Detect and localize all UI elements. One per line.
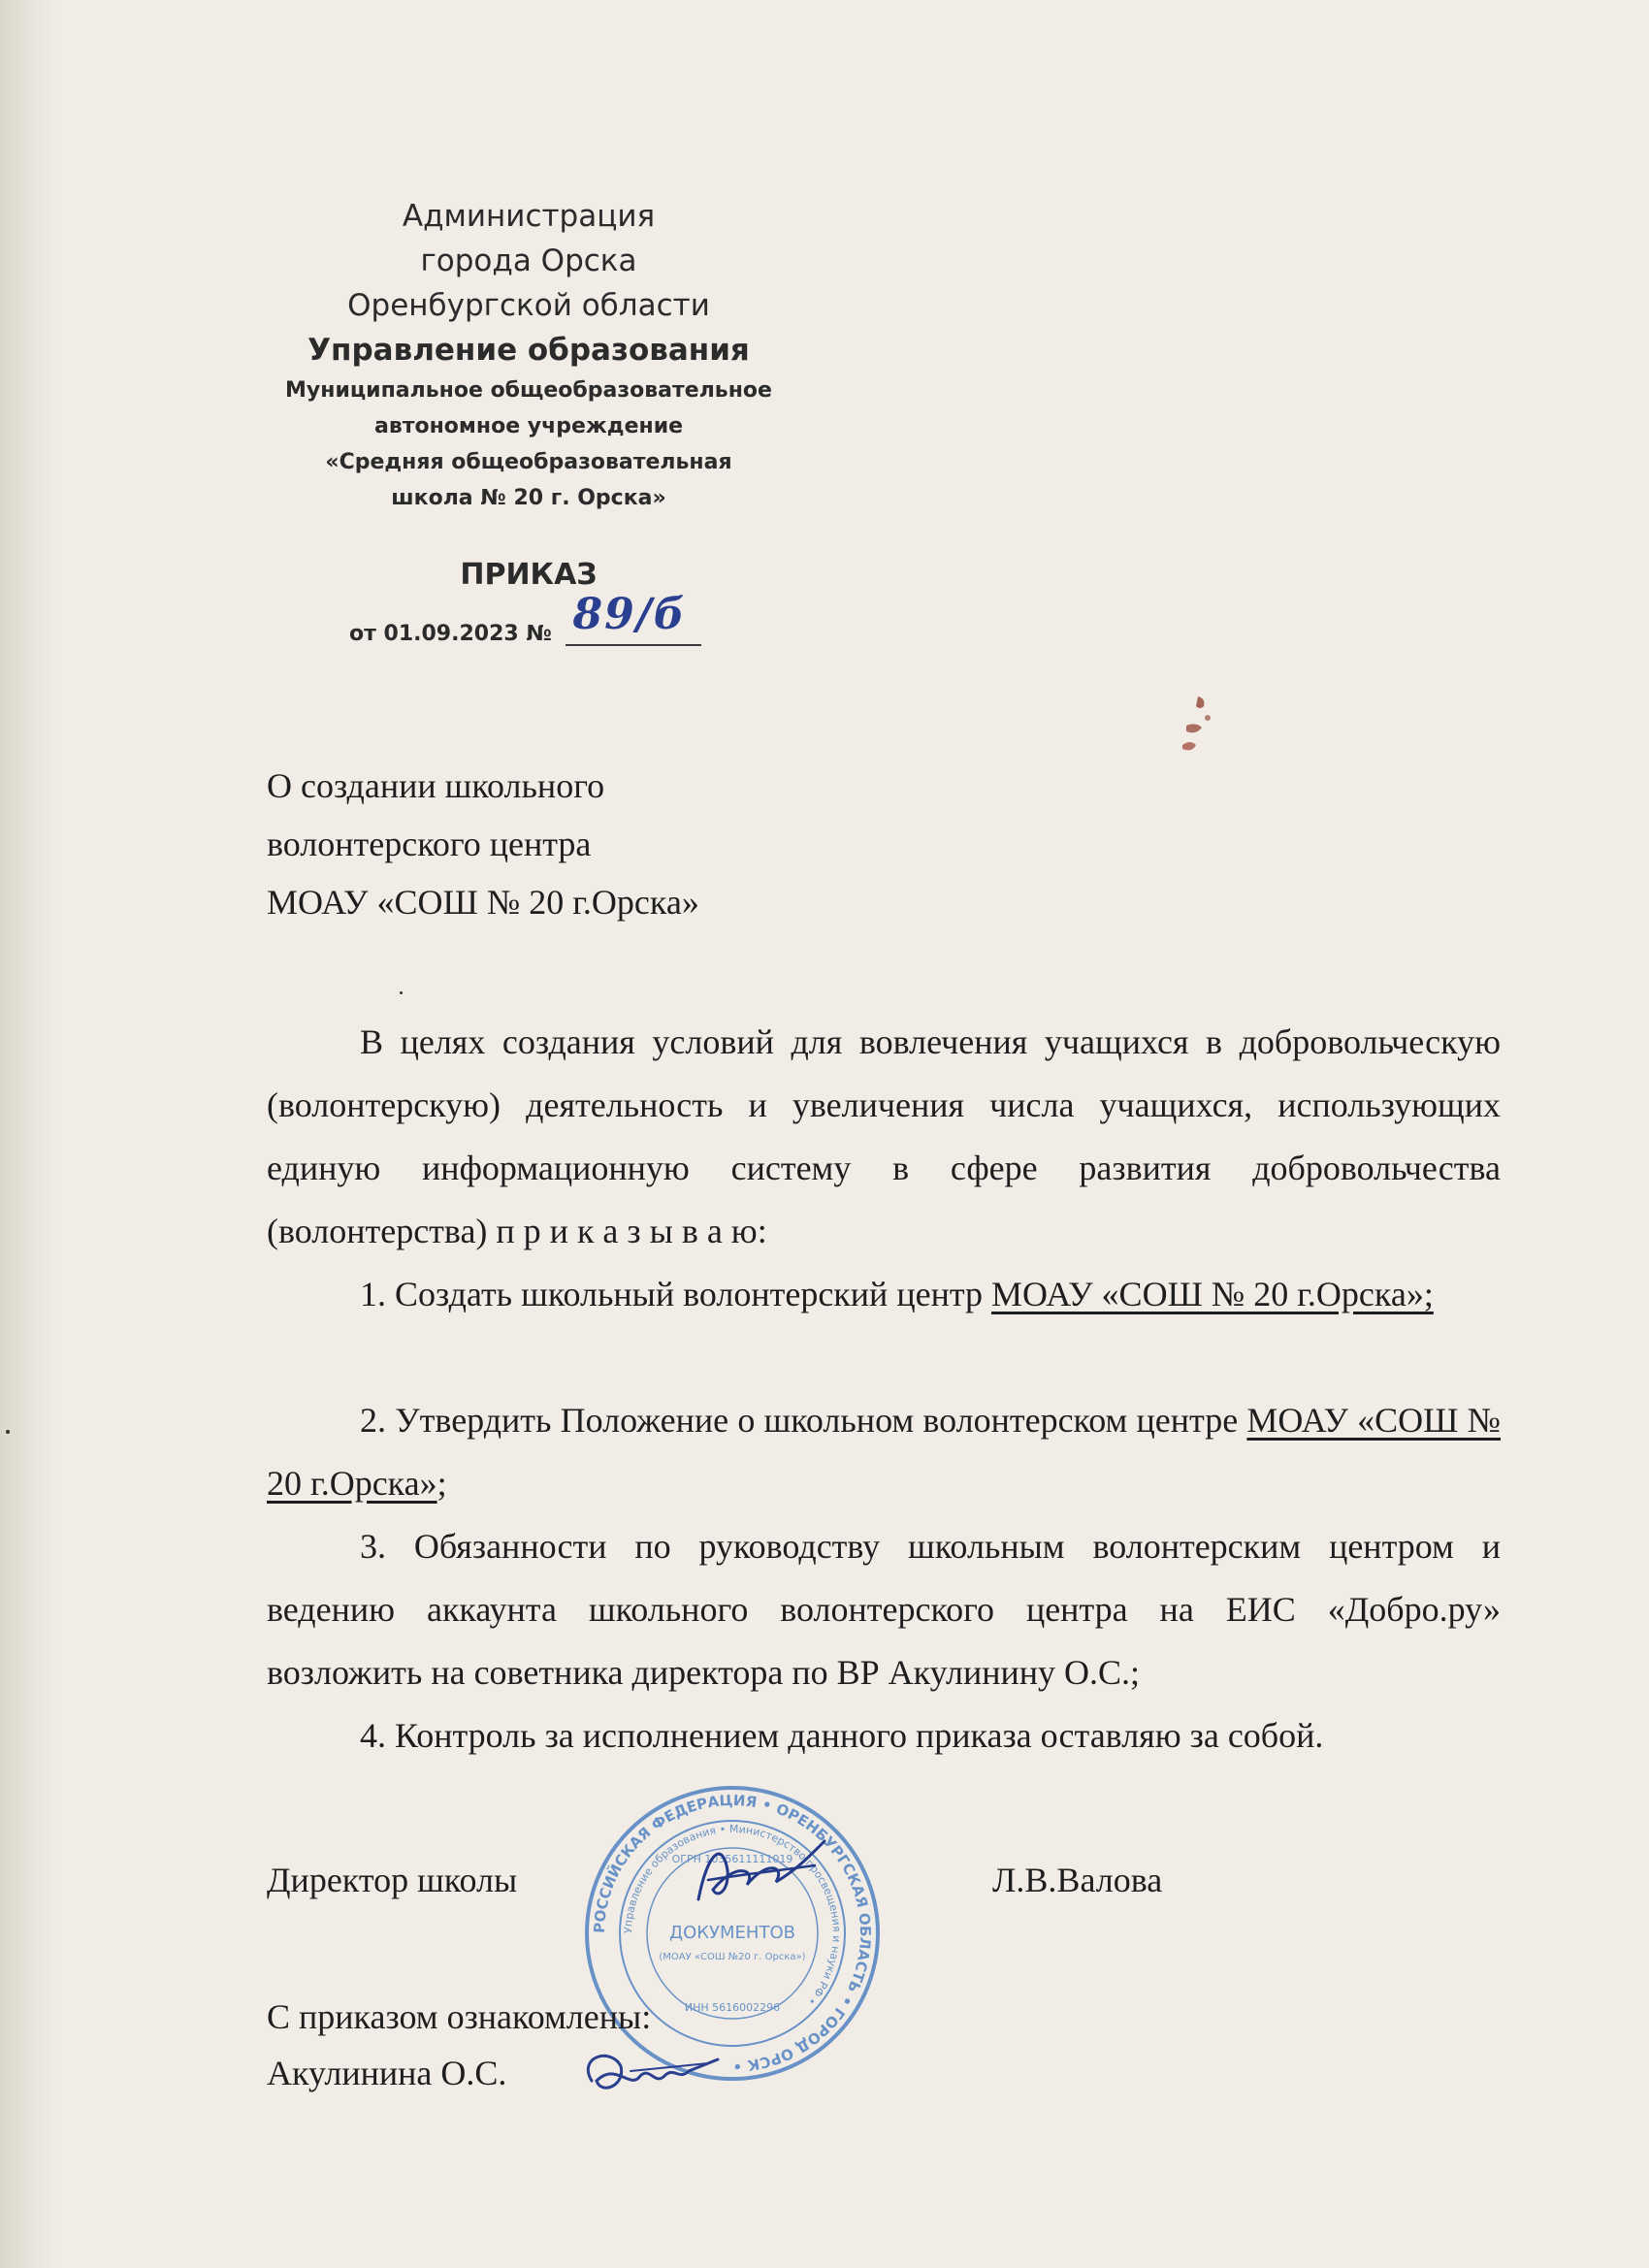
- scan-speck: [6, 1430, 10, 1434]
- letterhead-school-line2: автономное учреждение: [373, 414, 684, 438]
- acknowledgment-block: [267, 1989, 1501, 2101]
- subject-line2: волонтерского центра: [267, 825, 592, 863]
- director-name: Л.В.Валова: [992, 1861, 1163, 1899]
- item1-organization: МОАУ «СОШ № 20 г.Орска»;: [991, 1275, 1434, 1313]
- subject-line1: О создании школьного: [267, 766, 605, 805]
- order-date: от 01.09.2023 №: [349, 622, 552, 646]
- order-date-number: [349, 590, 701, 646]
- seal-outer-ring-text: РОССИЙСКАЯ ФЕДЕРАЦИЯ • ОРЕНБУРГСКАЯ ОБЛАСТЬ • ГОРОД ОРСК •: [590, 1791, 875, 2076]
- item1-text: 1. Создать школьный волонтерский центр: [360, 1275, 992, 1313]
- letterhead-school-line3: «Средняя общеобразовательная: [325, 450, 732, 474]
- order-item-3: 3. Обязанности по руководству школьным волонтерским центром и ведению аккаунта школьного волонтерского центра на ЕИС «Добро.ру» возложить на советника директора по ВР Акулинину О.С.;: [267, 1527, 1501, 1692]
- seal-center-subtext: (МОАУ «СОШ №20 г. Орска»): [659, 1952, 806, 1962]
- letterhead-school-line4: школа № 20 г. Орска»: [391, 486, 666, 510]
- letterhead-city: города Орска: [420, 243, 637, 278]
- order-item-1: [267, 1263, 1501, 1326]
- order-intro-paragraph: В целях создания условий для вовлечения учащихся в добровольческую (волонтерскую) деятельность и увеличения числа учащихся, использующих единую информационную систему в сфере развития добровольчества (волонтерства) п р и к а з ы в а ю:: [267, 1022, 1501, 1250]
- letterhead-school-line1: Муниципальное общеобразовательное: [285, 378, 772, 403]
- order-number-handwritten: 89/б: [572, 590, 687, 639]
- acknowledgment-handwritten-signature: [572, 2042, 728, 2110]
- item2-text: 2. Утвердить Положение о школьном волонтерском центре: [360, 1401, 1247, 1440]
- seal-inn: ИНН 5616002296: [684, 2001, 781, 2014]
- letterhead-region: Оренбургской области: [347, 288, 710, 323]
- letterhead-administration: Администрация: [402, 199, 656, 234]
- order-item-4: 4. Контроль за исполнением данного приказа оставляю за собой.: [360, 1716, 1324, 1755]
- ink-smudge: [1169, 689, 1227, 766]
- scan-edge-shadow: [0, 0, 56, 2268]
- order-item-2: [267, 1389, 1501, 1515]
- item2-organization: МОАУ «СОШ № 20 г.Орска»: [267, 1401, 1501, 1503]
- seal-ogrn: ОГРН 1035611111019: [671, 1853, 793, 1865]
- acknowledgment-person: Акулинина О.С.: [267, 2054, 507, 2092]
- director-signature-row: [267, 1860, 1501, 1918]
- order-subject: [267, 757, 1501, 931]
- document-type: ПРИКАЗ: [460, 558, 598, 592]
- subject-line3: МОАУ «СОШ № 20 г.Орска»: [267, 883, 699, 922]
- item2-end: ;: [436, 1464, 447, 1503]
- letterhead: [242, 194, 815, 598]
- seal-center-text: ДОКУМЕНТОВ: [669, 1923, 795, 1943]
- seal-inner-ring-text: Управление образования • Министерство просвещения и науки РФ •: [621, 1822, 844, 2008]
- letterhead-department: Управление образования: [307, 333, 750, 368]
- scan-speck: [400, 991, 403, 994]
- order-number-field: [566, 590, 701, 646]
- acknowledgment-label: С приказом ознакомлены:: [267, 1997, 652, 2036]
- director-title: Директор школы: [267, 1861, 518, 1899]
- director-handwritten-signature: [679, 1822, 834, 1928]
